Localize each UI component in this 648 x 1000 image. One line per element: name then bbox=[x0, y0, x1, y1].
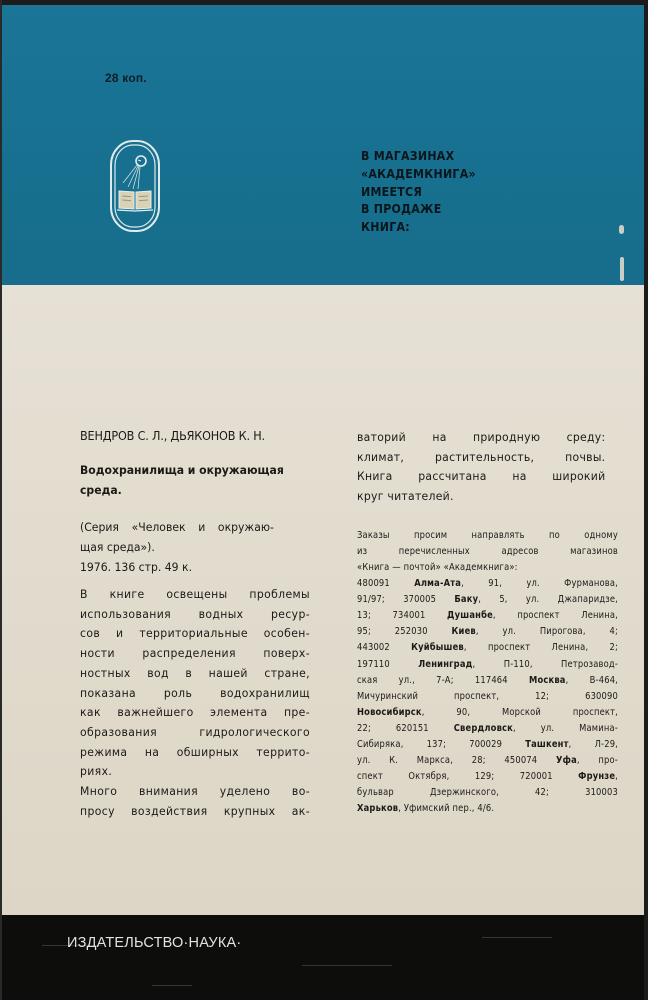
address-text: , Уфимский пер., 4/6. bbox=[398, 803, 495, 815]
book-authors: ВЕНДРОВ С. Л., ДЬЯКОНОВ К. Н. bbox=[80, 428, 265, 443]
address-line bbox=[357, 705, 618, 721]
orders-intro-line: из перечисленных адресов магазинов bbox=[357, 545, 618, 557]
city-name: Ташкент bbox=[525, 739, 569, 751]
address-text: , bbox=[615, 771, 618, 783]
description-line: образования гидрологического bbox=[80, 724, 310, 739]
book-description-continued bbox=[357, 428, 605, 507]
address-text: 480091 bbox=[357, 578, 415, 590]
series-line: щая среда»). bbox=[80, 540, 155, 554]
description-line: просу воздействия крупных ак- bbox=[80, 803, 310, 818]
academkniga-sputnik-book-icon bbox=[109, 139, 161, 233]
city-name: Киев bbox=[451, 626, 476, 638]
description-line: круг читателей. bbox=[357, 489, 454, 504]
address-line bbox=[357, 657, 618, 673]
city-name: Москва bbox=[528, 674, 566, 686]
scan-border-right bbox=[644, 0, 648, 1000]
title-line: Водохранилища и окружающая bbox=[80, 463, 284, 477]
city-name: Уфа bbox=[556, 755, 577, 767]
address-line bbox=[357, 769, 618, 785]
address-line bbox=[357, 721, 618, 737]
address-text: , Л-29, bbox=[568, 739, 619, 751]
address-line bbox=[357, 608, 618, 624]
description-line: Книга рассчитана на широкий bbox=[357, 469, 606, 484]
promo-heading bbox=[361, 147, 476, 236]
address-text: 91/97; 370005 bbox=[357, 594, 455, 606]
book-description bbox=[80, 585, 310, 821]
city-name: Душанбе bbox=[447, 610, 493, 622]
address-line bbox=[357, 592, 618, 608]
price-label: 28 коп. bbox=[105, 71, 147, 85]
scan-border-left bbox=[0, 0, 2, 1000]
book-info-right-column bbox=[357, 428, 619, 818]
blue-header-band bbox=[2, 5, 644, 285]
description-line: как важнейшего элемента пре- bbox=[80, 705, 310, 720]
series-line: (Серия «Человек и окружаю- bbox=[80, 520, 274, 534]
paper-damage-mark bbox=[620, 257, 624, 281]
city-name: Куйбышев bbox=[411, 642, 464, 654]
city-name: Алма-Ата bbox=[414, 578, 462, 590]
address-text: 197110 bbox=[357, 658, 419, 670]
publisher-name: ИЗДАТЕЛЬСТВО·НАУКА· bbox=[67, 935, 242, 951]
address-line bbox=[357, 737, 618, 753]
address-text: , 90, Морской проспект, bbox=[421, 706, 618, 718]
address-line bbox=[357, 801, 618, 817]
address-text: ская ул., 7-А; 117464 bbox=[357, 674, 529, 686]
title-line: среда. bbox=[80, 483, 122, 497]
description-line: использования водных ресур- bbox=[80, 606, 310, 621]
description-line: режима на обширных террито- bbox=[80, 744, 310, 759]
address-text: 13; 734001 bbox=[357, 610, 448, 622]
description-line: ваторий на природную среду: bbox=[357, 430, 606, 444]
address-line bbox=[357, 576, 618, 592]
address-text: Сибиряка, 137; 700029 bbox=[357, 739, 526, 751]
description-line: климат, растительность, почвы. bbox=[357, 449, 606, 464]
address-text: , 91, ул. Фурманова, bbox=[461, 578, 618, 590]
address-line bbox=[357, 753, 618, 769]
address-text: , про- bbox=[576, 755, 618, 767]
city-name: Ленинград bbox=[418, 658, 473, 670]
promo-line: В ПРОДАЖЕ bbox=[361, 201, 442, 217]
description-line: Много внимания уделено во- bbox=[80, 784, 310, 799]
address-text: 22; 620151 bbox=[357, 722, 454, 734]
address-line bbox=[357, 624, 618, 640]
orders-intro-line: «Книга — почтой» «Академкнига»: bbox=[357, 562, 518, 573]
address-text: , 5, ул. Джапаридзе, bbox=[478, 594, 619, 606]
address-text: , проспект Ленина, bbox=[492, 610, 618, 622]
address-line bbox=[357, 689, 618, 705]
description-line: сов и территориальные особен- bbox=[80, 626, 310, 641]
description-line: ностных вод в нашей стране, bbox=[80, 665, 310, 680]
promo-line: «АКАДЕМКНИГА» bbox=[361, 165, 476, 181]
book-title bbox=[80, 460, 310, 500]
mail-order-addresses bbox=[357, 528, 618, 818]
description-line: В книге освещены проблемы bbox=[80, 587, 310, 601]
address-list bbox=[357, 576, 618, 817]
address-text: , ул. Пирогова, 4; bbox=[475, 626, 618, 638]
city-name: Фрунзе bbox=[578, 771, 616, 783]
description-line: показана роль водохранилищ bbox=[80, 685, 310, 700]
address-text: , П-110, Петрозавод- bbox=[472, 658, 619, 670]
address-text: Мичуринский проспект, 12; 630090 bbox=[357, 690, 618, 702]
city-name: Свердловск bbox=[453, 722, 514, 734]
address-text: , ул. Мамина- bbox=[513, 722, 618, 734]
promo-line: КНИГА: bbox=[361, 219, 410, 235]
book-series bbox=[80, 517, 310, 577]
book-info-left-column bbox=[80, 428, 310, 821]
address-text: , В-464, bbox=[565, 674, 619, 686]
orders-intro-line: Заказы просим направлять по одному bbox=[357, 529, 618, 541]
publisher-footer-band bbox=[2, 915, 644, 1000]
promo-line: В МАГАЗИНАХ bbox=[361, 148, 455, 163]
address-text: , проспект Ленина, 2; bbox=[463, 642, 619, 654]
description-line: ности распределения поверх- bbox=[80, 646, 310, 661]
description-line: риях. bbox=[80, 764, 113, 779]
scan-border-top bbox=[0, 0, 648, 5]
address-text: бульвар Дзержинского, 42; 310003 bbox=[357, 787, 618, 799]
address-line bbox=[357, 785, 618, 801]
city-name: Новосибирск bbox=[357, 706, 422, 718]
city-name: Баку bbox=[454, 594, 479, 606]
book-imprint: 1976. 136 стр. 49 к. bbox=[80, 560, 193, 574]
address-text: 95; 252030 bbox=[357, 626, 452, 638]
address-text: 443002 bbox=[357, 642, 412, 654]
address-line bbox=[357, 673, 618, 689]
address-line bbox=[357, 640, 618, 656]
address-text: ул. К. Маркса, 28; 450074 bbox=[357, 755, 557, 767]
paper-damage-mark bbox=[619, 225, 624, 234]
address-text: спект Октября, 129; 720001 bbox=[357, 771, 579, 783]
promo-line: ИМЕЕТСЯ bbox=[361, 183, 423, 199]
city-name: Харьков bbox=[357, 803, 399, 815]
